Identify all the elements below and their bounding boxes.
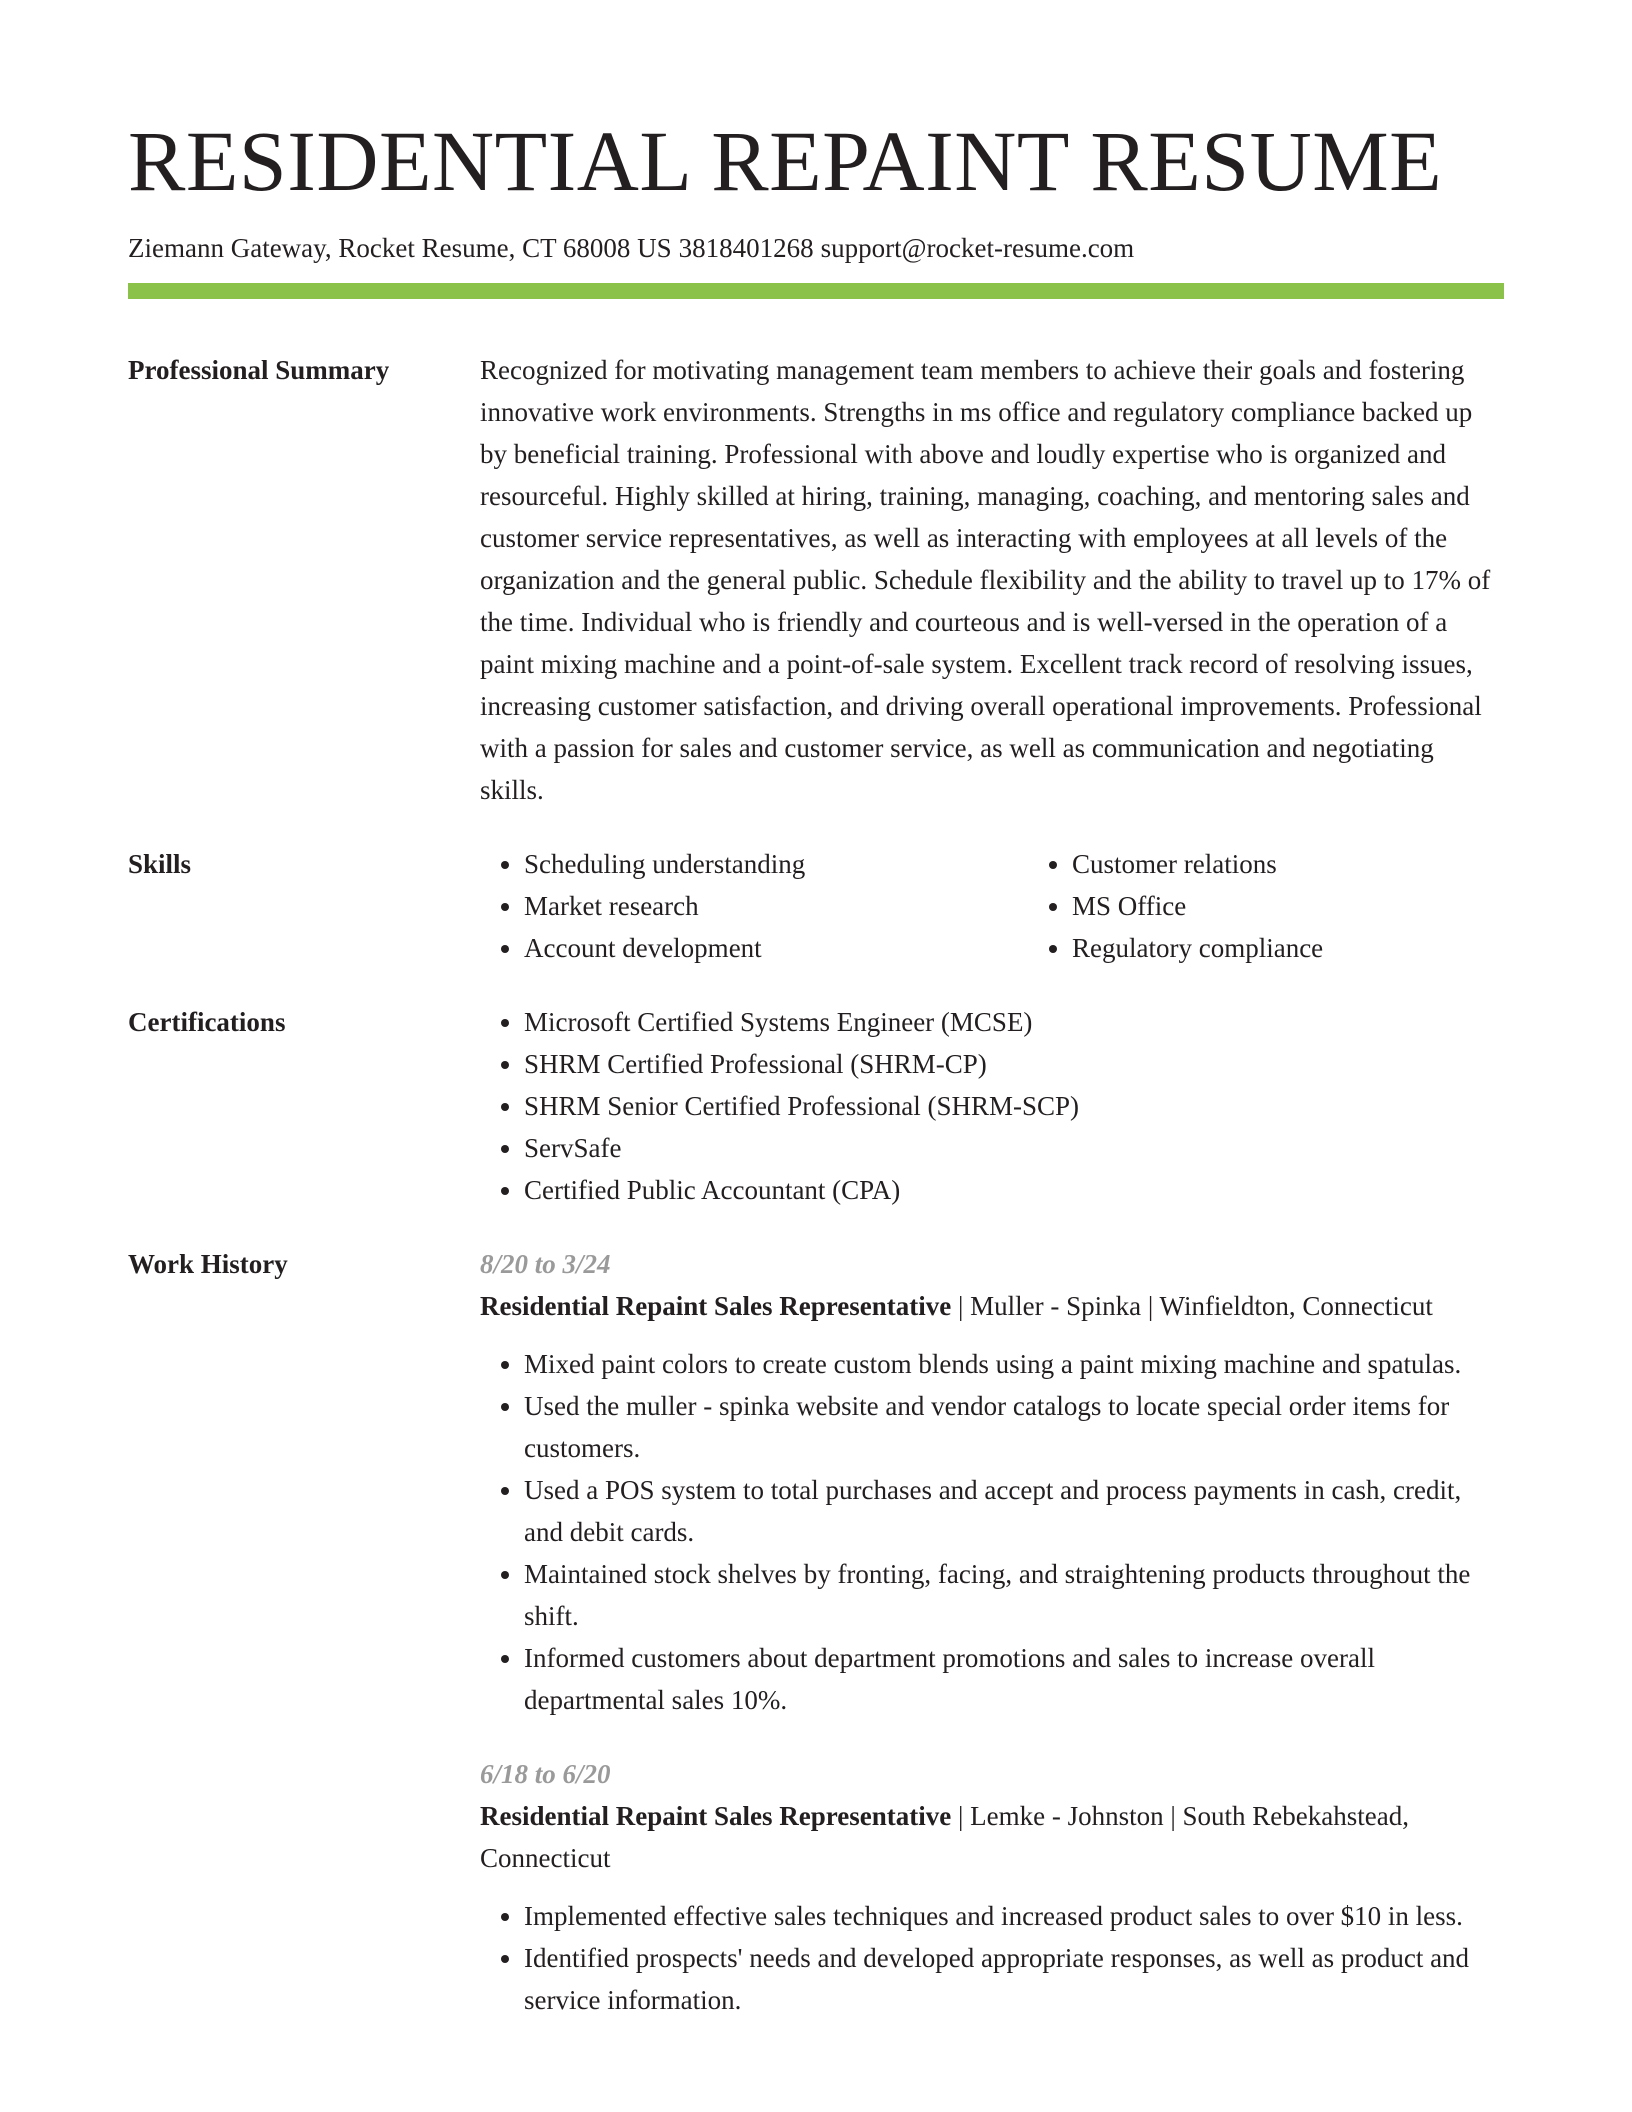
summary-section: [128, 349, 1504, 811]
job-bullet: • Used a POS system to total purchases and accept and process payments in cash, credit, and debit cards.: [524, 1469, 1504, 1553]
contact-address: Ziemann Gateway, Rocket Resume, CT 68008 US: [128, 233, 672, 263]
resume-title: RESIDENTIAL REPAINT RESUME: [128, 113, 1443, 209]
skill-item: • Regulatory compliance: [1072, 927, 1576, 969]
job-dates: 6/18 to 6/20: [480, 1759, 611, 1790]
job-entry: [480, 1753, 1504, 2021]
skill-item: • Market research: [524, 885, 1028, 927]
certifications-body: [480, 1001, 1504, 1211]
job-bullet: • Identified prospects' needs and developed appropriate responses, as well as product and service information.: [524, 1937, 1504, 2021]
skill-item: • Scheduling understanding: [524, 843, 1028, 885]
skill-item: • Customer relations: [1072, 843, 1576, 885]
work-history-section: [128, 1243, 1504, 2021]
skill-item: • MS Office: [1072, 885, 1576, 927]
certifications-heading: Certifications: [128, 1007, 286, 1038]
certification-item: • Microsoft Certified Systems Engineer (MCSE): [524, 1001, 1504, 1043]
resume-page: [128, 113, 1504, 2021]
job-entry: [480, 1243, 1504, 1721]
job-title: Residential Repaint Sales Representative: [480, 1291, 952, 1322]
summary-text: Recognized for motivating management team members to achieve their goals and fostering innovative work environments. Strengths in ms office and regulatory compliance backed up by beneficial training. Professional with above and loudly expertise who is organized and resourceful. Highly skilled at hiring, training, managing, coaching, and mentoring sales and customer service representatives, as well as interacting with employees at all levels of the organization and the general public. Schedule flexibility and the ability to travel up to 17% of the time. Individual who is friendly and courteous and is well-versed in the operation of a paint mixing machine and a point-of-sale system. Excellent track record of resolving issues, increasing customer satisfaction, and driving overall operational improvements. Professional with a passion for sales and customer service, as well as communication and negotiating skills.: [480, 355, 1491, 806]
certification-item: • ServSafe: [524, 1127, 1504, 1169]
skills-section: [128, 843, 1504, 969]
job-bullet: • Implemented effective sales techniques and increased product sales to over $10 in less.: [524, 1895, 1504, 1937]
work-history-body: [480, 1243, 1504, 2021]
job-bullet: • Mixed paint colors to create custom blends using a paint mixing machine and spatulas.: [524, 1343, 1504, 1385]
contact-phone: 3818401268: [678, 233, 814, 263]
certification-item: • Certified Public Accountant (CPA): [524, 1169, 1504, 1211]
job-bullet: • Used the muller - spinka website and vendor catalogs to locate special order items for customers.: [524, 1385, 1504, 1469]
job-details: | Lemke - Johnston | South Rebekahstead, Connecticut: [480, 1801, 1409, 1874]
certifications-list: [480, 1001, 1504, 1211]
job-details: | Muller - Spinka | Winfieldton, Connecticut: [951, 1291, 1433, 1322]
skills-heading: Skills: [128, 849, 192, 880]
skills-list-left: [480, 843, 1028, 969]
job-heading: [480, 1795, 1504, 1879]
work-history-heading: Work History: [128, 1249, 288, 1280]
job-bullets: [480, 1895, 1504, 2021]
certifications-section: [128, 1001, 1504, 1211]
skills-columns: [480, 843, 1576, 969]
job-dates: 8/20 to 3/24: [480, 1249, 611, 1280]
job-bullets: [480, 1343, 1504, 1721]
job-bullet: • Informed customers about department promotions and sales to increase overall departmental sales 10%.: [524, 1637, 1504, 1721]
summary-heading: Professional Summary: [128, 355, 390, 386]
contact-line: [128, 232, 1504, 264]
certification-item: • SHRM Certified Professional (SHRM-CP): [524, 1043, 1504, 1085]
job-bullet: • Maintained stock shelves by fronting, facing, and straightening products throughout the shift.: [524, 1553, 1504, 1637]
skills-list-right: [1028, 843, 1576, 969]
job-heading: [480, 1285, 1504, 1327]
skill-item: • Account development: [524, 927, 1028, 969]
job-title: Residential Repaint Sales Representative: [480, 1801, 952, 1832]
certification-item: • SHRM Senior Certified Professional (SHRM-SCP): [524, 1085, 1504, 1127]
header-divider: [128, 283, 1504, 299]
contact-email: support@rocket-resume.com: [820, 233, 1135, 263]
